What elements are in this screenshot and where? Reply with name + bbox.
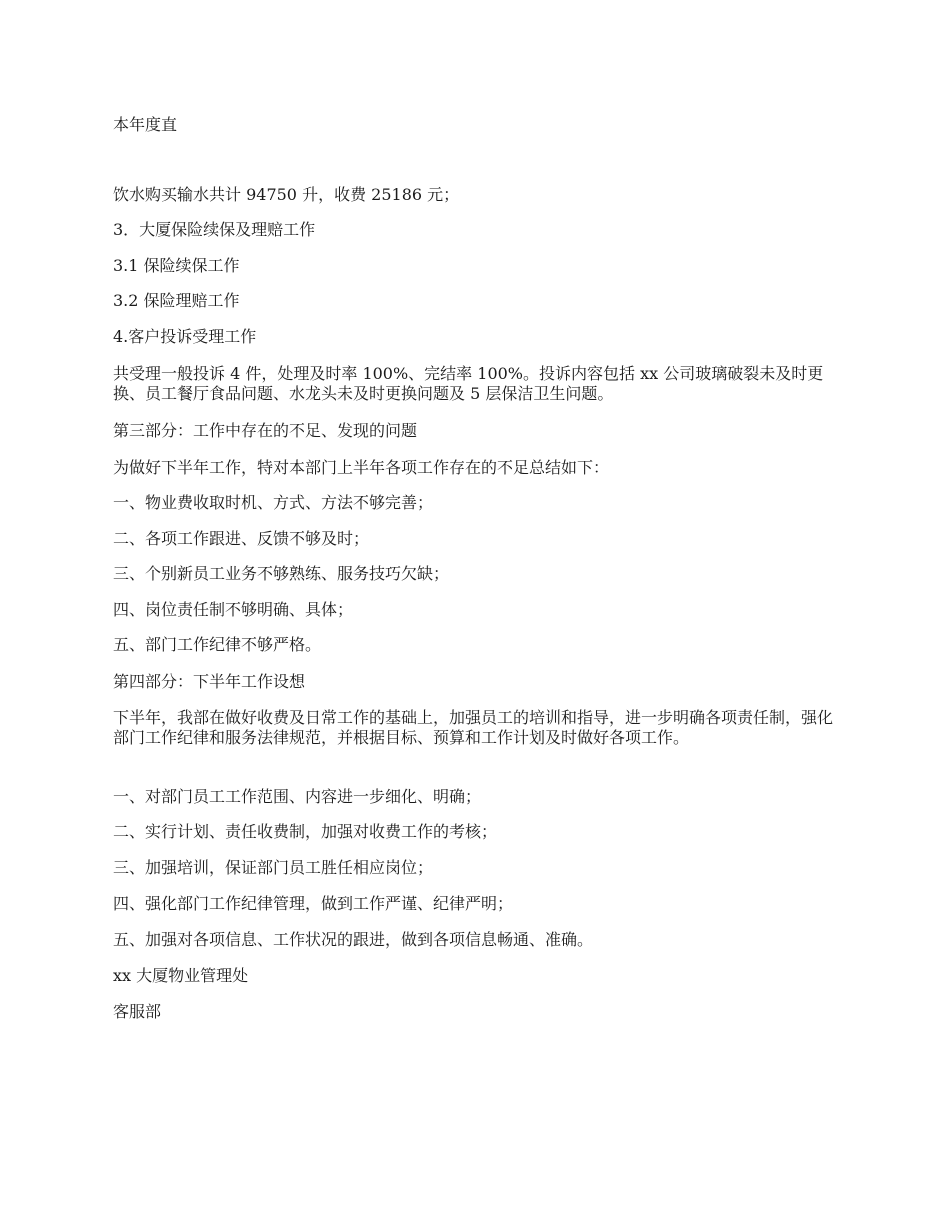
part-3-item: 四、岗位责任制不够明确、具体； xyxy=(113,600,354,619)
section-3-2-heading: 3.2 保险理赔工作 xyxy=(113,291,240,310)
part-3-item: 一、物业费收取时机、方式、方法不够完善； xyxy=(113,493,434,512)
part-4-item: 一、对部门员工工作范围、内容进一步细化、明确； xyxy=(113,787,482,806)
part-4-item: 五、加强对各项信息、工作状况的跟进，做到各项信息畅通、准确。 xyxy=(113,930,594,949)
part-3-title: 第三部分：工作中存在的不足、发现的问题 xyxy=(113,421,418,440)
part-4-item: 二、实行计划、责任收费制，加强对收费工作的考核； xyxy=(113,822,498,841)
complaints-paragraph: 共受理一般投诉 4 件，处理及时率 100%、完结率 100%。投诉内容包括 xx 公司玻璃破裂未及时更换、员工餐厅食品问题、水龙头未及时更换问题及 5 层保洁卫生问题。 xyxy=(113,364,824,403)
signature-organization: xx 大厦物业管理处 xyxy=(113,966,249,985)
part-3-item: 五、部门工作纪律不够严格。 xyxy=(113,635,322,654)
signature-department: 客服部 xyxy=(113,1002,162,1021)
section-3-heading: 3．大厦保险续保及理赔工作 xyxy=(113,220,316,239)
section-4-heading: 4.客户投诉受理工作 xyxy=(113,327,257,346)
part-4-title: 第四部分：下半年工作设想 xyxy=(113,672,306,691)
part-4-item: 四、强化部门工作纪律管理，做到工作严谨、纪律严明； xyxy=(113,894,514,913)
part-3-item: 二、各项工作跟进、反馈不够及时； xyxy=(113,529,370,548)
part-4-item: 三、加强培训，保证部门员工胜任相应岗位； xyxy=(113,858,434,877)
part-4-intro: 下半年，我部在做好收费及日常工作的基础上，加强员工的培训和指导，进一步明确各项责任制，强化部门工作纪律和服务法律规范，并根据目标、预算和工作计划及时做好各项工作。 xyxy=(113,708,834,747)
part-3-intro: 为做好下半年工作，特对本部门上半年各项工作存在的不足总结如下： xyxy=(113,458,610,477)
section-3-1-heading: 3.1 保险续保工作 xyxy=(113,256,240,275)
heading-fragment: 本年度直 xyxy=(113,115,178,134)
part-3-item: 三、个别新员工业务不够熟练、服务技巧欠缺； xyxy=(113,564,450,583)
water-purchase-line: 饮水购买输水共计 94750 升，收费 25186 元； xyxy=(113,185,460,204)
